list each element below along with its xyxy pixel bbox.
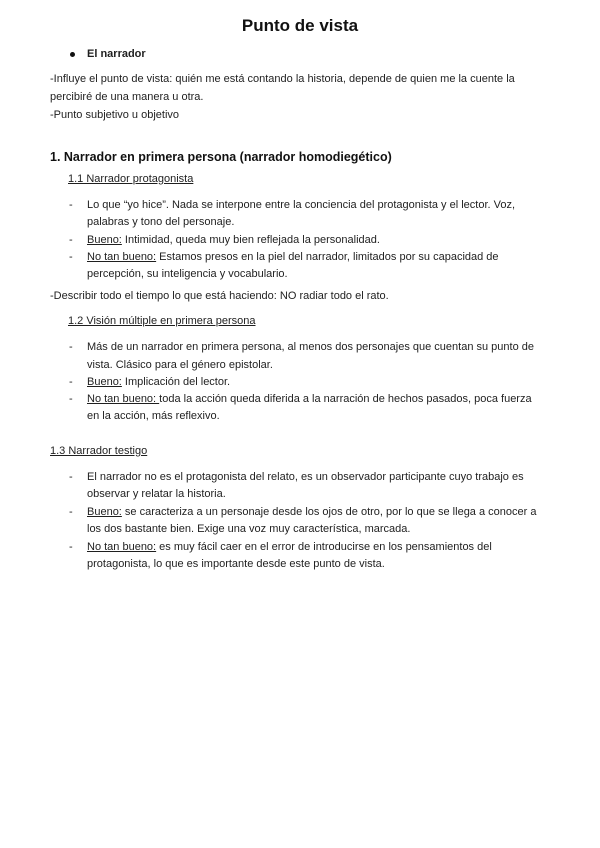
item-text: Intimidad, queda muy bien reflejada la personalidad. — [121, 234, 380, 246]
dash-bullet: - — [69, 376, 73, 388]
dash-bullet: - — [69, 506, 73, 518]
label-bueno: Bueno: — [87, 234, 122, 246]
list-item-1-1-c-line2: percepción, su inteligencia y vocabulario. — [87, 268, 288, 280]
dash-bullet: - — [69, 341, 73, 353]
list-item-1-3-c-line2: protagonista, lo que es importante desde este punto de vista. — [87, 558, 385, 570]
intro-line-3: -Punto subjetivo u objetivo — [50, 109, 180, 121]
list-item-1-3-c-line1 — [87, 539, 492, 556]
item-text: toda la acción queda diferida a la narración de hechos pasados, poca fuerza — [159, 393, 532, 405]
label-no-tan-bueno: No tan bueno: — [87, 541, 157, 553]
label-bueno: Bueno: — [87, 376, 122, 388]
intro-line-1: -Influye el punto de vista: quién me está contando la historia, depende de quien me la cuente la — [50, 73, 515, 85]
intro-line-2: percibiré de una manera u otra. — [50, 91, 204, 103]
item-text: se caracteriza a un personaje desde los ojos de otro, por lo que se llega a conocer a — [121, 506, 537, 518]
list-item-1-2-a-line2: vista. Clásico para el género epistolar. — [87, 359, 273, 371]
page-title: Punto de vista — [241, 16, 359, 35]
subsection-heading-1-3: 1.3 Narrador testigo — [50, 445, 148, 457]
list-item-1-2-c-line1 — [87, 391, 532, 408]
item-text: es muy fácil caer en el error de introducirse en los pensamientos del — [156, 541, 492, 553]
bullet-dot-icon — [70, 52, 75, 57]
dash-bullet: - — [69, 251, 73, 263]
bullet-heading: El narrador — [87, 48, 146, 60]
item-text: Implicación del lector. — [121, 376, 231, 388]
subsection-heading-1-1: 1.1 Narrador protagonista — [68, 173, 194, 185]
list-item-1-1-b — [87, 232, 380, 249]
dash-bullet: - — [69, 541, 73, 553]
list-item-1-3-b-line1 — [87, 504, 536, 521]
list-item-1-2-b — [87, 374, 230, 391]
dash-bullet: - — [69, 471, 73, 483]
label-no-tan-bueno: No tan bueno: — [87, 393, 160, 405]
dash-bullet: - — [69, 393, 73, 405]
list-item-1-2-a-line1: Más de un narrador en primera persona, al menos dos personajes que cuentan su punto de — [87, 341, 535, 353]
dash-bullet: - — [69, 199, 73, 211]
dash-bullet: - — [69, 234, 73, 246]
list-item-1-2-c-line2: en la acción, más reflexivo. — [87, 410, 220, 422]
list-item-1-3-a-line2: observar y relatar la historia. — [87, 488, 226, 500]
list-item-1-3-b-line2: los dos bastante bien. Exige una voz muy característica, marcada. — [87, 523, 411, 535]
list-item-1-1-a-line2: palabras y tono del personaje. — [87, 216, 235, 228]
section-heading: 1. Narrador en primera persona (narrador homodiegético) — [50, 150, 392, 164]
note-line: -Describir todo el tiempo lo que está haciendo: NO radiar todo el rato. — [50, 290, 389, 302]
label-bueno: Bueno: — [87, 506, 122, 518]
subsection-heading-1-2: 1.2 Visión múltiple en primera persona — [68, 315, 256, 327]
list-item-1-3-a-line1: El narrador no es el protagonista del relato, es un observador participante cuyo trabajo es — [87, 471, 524, 483]
list-item-1-1-c-line1 — [87, 249, 499, 266]
label-no-tan-bueno: No tan bueno: — [87, 251, 157, 263]
list-item-1-1-a-line1: Lo que “yo hice”. Nada se interpone entre la conciencia del protagonista y el lector. Voz, — [87, 199, 516, 211]
item-text: Estamos presos en la piel del narrador, limitados por su capacidad de — [156, 251, 499, 263]
